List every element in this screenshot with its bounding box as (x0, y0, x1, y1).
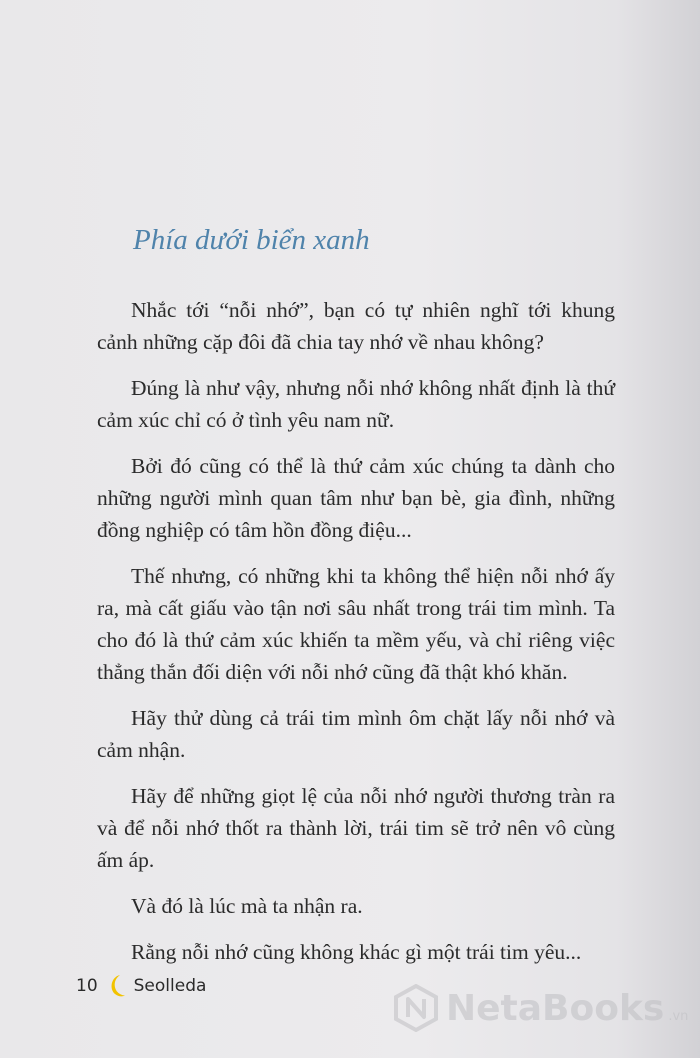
watermark (392, 984, 688, 1032)
watermark-brand: NetaBooks (446, 987, 665, 1029)
paragraph: Rằng nỗi nhớ cũng không khác gì một trái tim yêu... (131, 940, 582, 964)
netabooks-logo-icon (392, 984, 440, 1032)
crescent-moon-icon (106, 974, 126, 998)
watermark-suffix: .vn (668, 1009, 689, 1024)
paragraph: Hãy thử dùng cả trái tim mình ôm chặt lấy nỗi nhớ và cảm nhận. (97, 706, 615, 762)
body-text (97, 294, 615, 968)
chapter-title: Phía dưới biển xanh (133, 224, 370, 256)
book-name: Seolleda (133, 976, 207, 996)
paragraph: Thế nhưng, có những khi ta không thể hiện nỗi nhớ ấy ra, mà cất giấu vào tận nơi sâu nhất trong trái tim mình. Ta cho đó là thứ cảm xúc khiến ta mềm yếu, và chỉ riêng việc thẳng thắn đối diện với nỗi nhớ cũng đã thật khó khăn. (97, 564, 615, 684)
paragraph: Đúng là như vậy, nhưng nỗi nhớ không nhất định là thứ cảm xúc chỉ có ở tình yêu nam nữ. (97, 376, 615, 432)
paragraph: Nhắc tới “nỗi nhớ”, bạn có tự nhiên nghĩ tới khung cảnh những cặp đôi đã chia tay nhớ về nhau không? (97, 298, 615, 354)
paragraph: Hãy để những giọt lệ của nỗi nhớ người thương tràn ra và để nỗi nhớ thốt ra thành lời, trái tim sẽ trở nên vô cùng ấm áp. (97, 784, 615, 872)
page-footer (76, 974, 206, 998)
paragraph: Và đó là lúc mà ta nhận ra. (131, 894, 363, 918)
paragraph: Bởi đó cũng có thể là thứ cảm xúc chúng ta dành cho những người mình quan tâm như bạn bè, gia đình, những đồng nghiệp có tâm hồn đồng điệu... (97, 454, 615, 542)
page-number: 10 (76, 976, 98, 996)
